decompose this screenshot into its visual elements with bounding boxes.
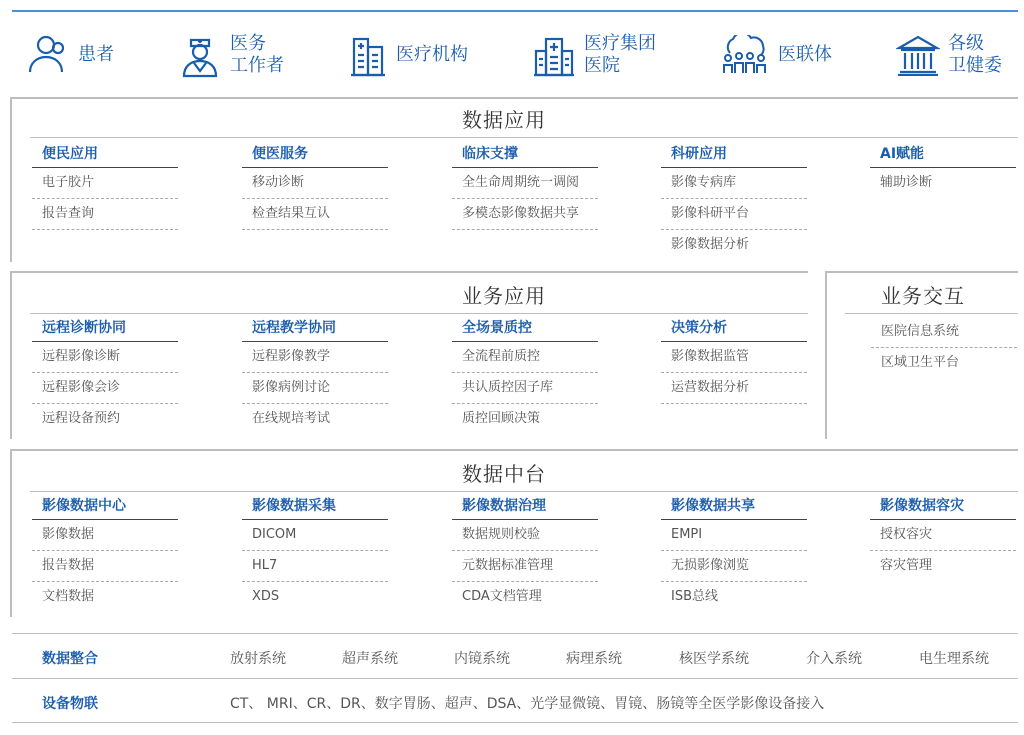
list-item: 报告查询 xyxy=(32,199,178,230)
list-item: 全生命周期统一调阅 xyxy=(452,168,598,199)
column-decision-analysis xyxy=(661,317,807,404)
list-item: 影像专病库 xyxy=(661,168,807,199)
column-research-apps xyxy=(661,143,807,261)
stakeholder-label: 医务 工作者 xyxy=(230,33,284,76)
list-item: 文档数据 xyxy=(42,589,95,604)
list-item: 无损影像浏览 xyxy=(661,551,807,582)
list-item: 运营数据分析 xyxy=(661,373,807,404)
system-item: 介入系统 xyxy=(806,651,862,667)
stakeholder-medical-worker xyxy=(178,32,284,78)
patient-icon xyxy=(26,34,70,76)
system-item: 内镜系统 xyxy=(454,651,510,667)
data-platform-panel xyxy=(10,449,1018,617)
column-head: 远程教学协同 xyxy=(242,317,388,342)
business-applications-panel xyxy=(10,271,808,439)
stakeholder-label: 各级 卫健委 xyxy=(948,33,1002,76)
hospital-group-icon xyxy=(532,33,576,77)
system-item: 电生理系统 xyxy=(919,651,989,667)
list-item: HL7 xyxy=(242,551,388,582)
list-item: 医院信息系统 xyxy=(871,317,1017,348)
list-item: 检查结果互认 xyxy=(242,199,388,230)
list-item: ISB总线 xyxy=(671,589,719,604)
panel-title: 业务交互 xyxy=(881,284,965,308)
stakeholder-label: 医疗机构 xyxy=(396,44,468,65)
column-quality-control xyxy=(452,317,598,435)
hospital-building-icon xyxy=(348,33,388,77)
list-item: 影像数据监管 xyxy=(661,342,807,373)
medical-alliance-icon xyxy=(720,35,770,75)
list-item: 辅助诊断 xyxy=(880,175,933,190)
list-item: 远程影像教学 xyxy=(242,342,388,373)
list-item: 全流程前质控 xyxy=(452,342,598,373)
column-head: 影像数据中心 xyxy=(32,495,178,520)
device-iot-label: 设备物联 xyxy=(42,696,98,712)
column-business-interaction xyxy=(871,317,1017,379)
list-item: 影像数据分析 xyxy=(671,237,750,252)
column-head: 影像数据采集 xyxy=(242,495,388,520)
system-item: 病理系统 xyxy=(566,651,622,667)
data-integration-label: 数据整合 xyxy=(42,651,98,667)
column-imaging-data-collection xyxy=(242,495,388,613)
list-item: EMPI xyxy=(661,520,807,551)
column-ai-empower xyxy=(870,143,1016,199)
list-item: 报告数据 xyxy=(32,551,178,582)
column-head: 临床支撑 xyxy=(452,143,598,168)
list-item: 影像病例讨论 xyxy=(242,373,388,404)
business-interaction-panel xyxy=(825,271,1018,439)
list-item: 容灾管理 xyxy=(880,558,933,573)
list-item: 移动诊断 xyxy=(242,168,388,199)
stakeholder-health-commission xyxy=(896,33,1002,77)
column-head: 影像数据容灾 xyxy=(870,495,1016,520)
stakeholder-label: 患者 xyxy=(78,44,114,65)
list-item: 远程影像会诊 xyxy=(32,373,178,404)
column-imaging-data-sharing xyxy=(661,495,807,613)
list-item: 质控回顾决策 xyxy=(462,411,541,426)
list-item: 元数据标准管理 xyxy=(452,551,598,582)
system-item: 超声系统 xyxy=(342,651,398,667)
column-clinical-support xyxy=(452,143,598,230)
list-item: CDA文档管理 xyxy=(462,589,542,604)
column-head: 影像数据治理 xyxy=(452,495,598,520)
list-item: 在线规培考试 xyxy=(252,411,331,426)
stakeholder-label: 医联体 xyxy=(778,44,832,65)
column-head: 科研应用 xyxy=(661,143,807,168)
list-item: 共认质控因子库 xyxy=(452,373,598,404)
stakeholder-medical-alliance xyxy=(720,35,832,75)
column-head: 决策分析 xyxy=(661,317,807,342)
system-item: 放射系统 xyxy=(230,651,286,667)
list-item: 数据规则校验 xyxy=(452,520,598,551)
column-imaging-data-governance xyxy=(452,495,598,613)
device-iot-text: CT、 MRI、CR、DR、数字胃肠、超声、DSA、光学显微镜、胃镜、肠镜等全医学影像设备接入 xyxy=(230,696,825,712)
panel-title: 数据中台 xyxy=(462,462,546,486)
stakeholder-medical-institution xyxy=(348,33,468,77)
stakeholder-bar xyxy=(12,22,1018,88)
column-head: 全场景质控 xyxy=(452,317,598,342)
list-item: 影像数据 xyxy=(32,520,178,551)
list-item: 远程设备预约 xyxy=(42,411,121,426)
medical-worker-icon xyxy=(178,32,222,78)
column-head: 便医服务 xyxy=(242,143,388,168)
list-item: 授权容灾 xyxy=(870,520,1016,551)
column-imaging-data-center xyxy=(32,495,178,613)
list-item: 影像科研平台 xyxy=(661,199,807,230)
panel-title: 数据应用 xyxy=(462,108,546,132)
stakeholder-patient xyxy=(26,34,114,76)
column-head: 便民应用 xyxy=(32,143,178,168)
column-remote-teaching xyxy=(242,317,388,435)
list-item: DICOM xyxy=(242,520,388,551)
list-item: 多模态影像数据共享 xyxy=(452,199,598,230)
device-iot-row xyxy=(12,678,1018,722)
list-item: 远程影像诊断 xyxy=(32,342,178,373)
column-remote-diagnosis xyxy=(32,317,178,435)
column-head: 影像数据共享 xyxy=(661,495,807,520)
column-head: AI赋能 xyxy=(870,143,1016,168)
column-doctor-services xyxy=(242,143,388,230)
system-item: 核医学系统 xyxy=(679,651,749,667)
data-integration-row xyxy=(12,633,1018,677)
panel-title: 业务应用 xyxy=(462,284,546,308)
list-item: 电子胶片 xyxy=(32,168,178,199)
column-head: 远程诊断协同 xyxy=(32,317,178,342)
data-applications-panel xyxy=(10,97,1018,262)
list-item: XDS xyxy=(252,589,280,604)
column-convenient-apps xyxy=(32,143,178,230)
list-item: 区域卫生平台 xyxy=(881,355,960,370)
bottom-divider xyxy=(12,722,1018,723)
column-imaging-disaster-recovery xyxy=(870,495,1016,582)
top-divider xyxy=(12,10,1018,12)
stakeholder-hospital-group xyxy=(532,33,656,77)
health-commission-icon xyxy=(896,34,940,76)
stakeholder-label: 医疗集团 医院 xyxy=(584,33,656,76)
